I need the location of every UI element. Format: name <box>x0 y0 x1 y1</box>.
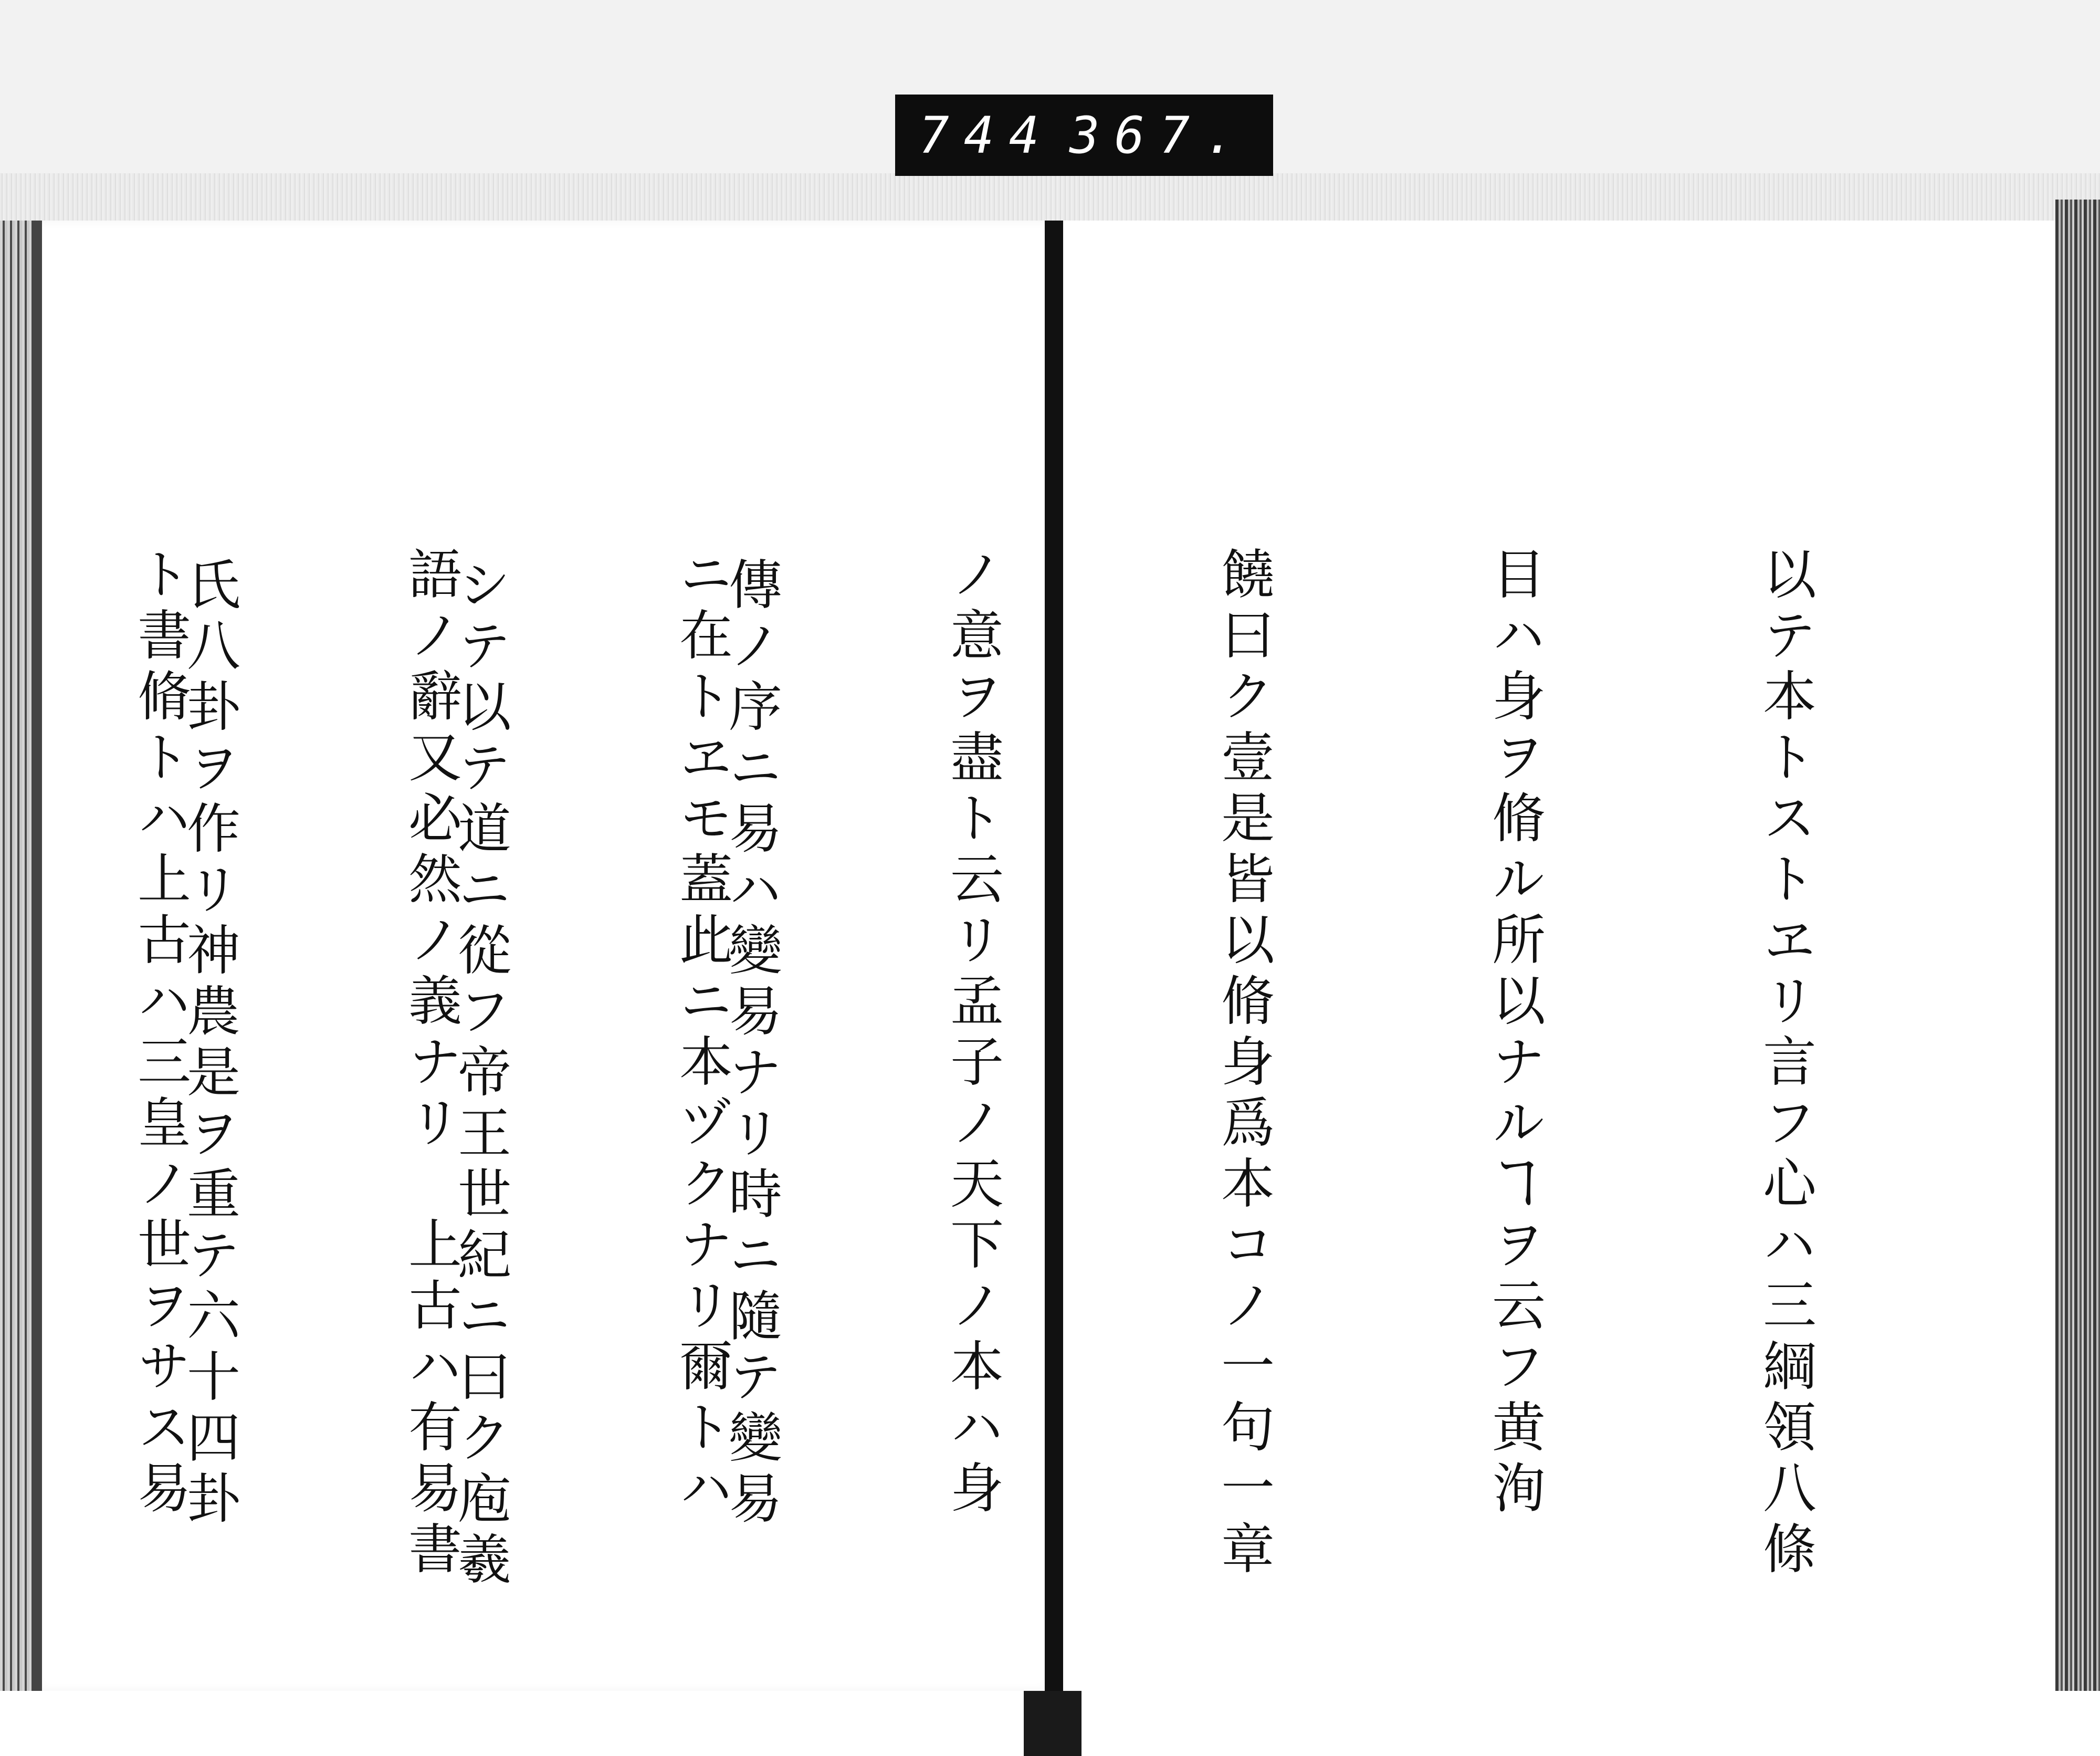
text-column: 以テ本トストヱリ言フ心ハ三綱領八條 <box>1754 546 1816 1582</box>
text-column: シテ以テ道ニ從フ帝王世紀ニ曰ク庖羲 <box>449 557 511 1592</box>
catalog-number-left: 744 <box>919 106 1054 165</box>
book-right-edge <box>2055 200 2100 1756</box>
text-column: 傳ノ序ニ易ハ變易ナリ時ニ隨テ變易 <box>720 557 782 1531</box>
spine-bottom-shadow <box>1024 1691 1082 1756</box>
text-column: 目ハ身ヲ脩ル所以ナルヿヲ云フ黄洵 <box>1483 546 1546 1521</box>
text-column: 饒曰ク壹是皆以脩身爲本コノ一句一章 <box>1212 546 1275 1582</box>
catalog-number-right: 367. <box>1069 106 1250 165</box>
text-column: ノ意ヲ盡ト云リ孟子ノ天下ノ本ハ身 <box>941 546 1004 1521</box>
text-column: 氏八卦ヲ作リ神農是ヲ重テ六十四卦 <box>178 557 240 1531</box>
text-column: ト書脩トハ上古ハ三皇ノ世ヲサス易 <box>129 546 191 1521</box>
catalog-label <box>895 95 1273 176</box>
text-column: 語ノ辭又必然ノ義ナリ 上古ハ有易書 <box>400 546 462 1582</box>
left-page-text <box>0 546 976 1714</box>
text-column: ニ在トヱモ蓋此ニ本ヅクナリ爾トハ <box>670 546 733 1521</box>
